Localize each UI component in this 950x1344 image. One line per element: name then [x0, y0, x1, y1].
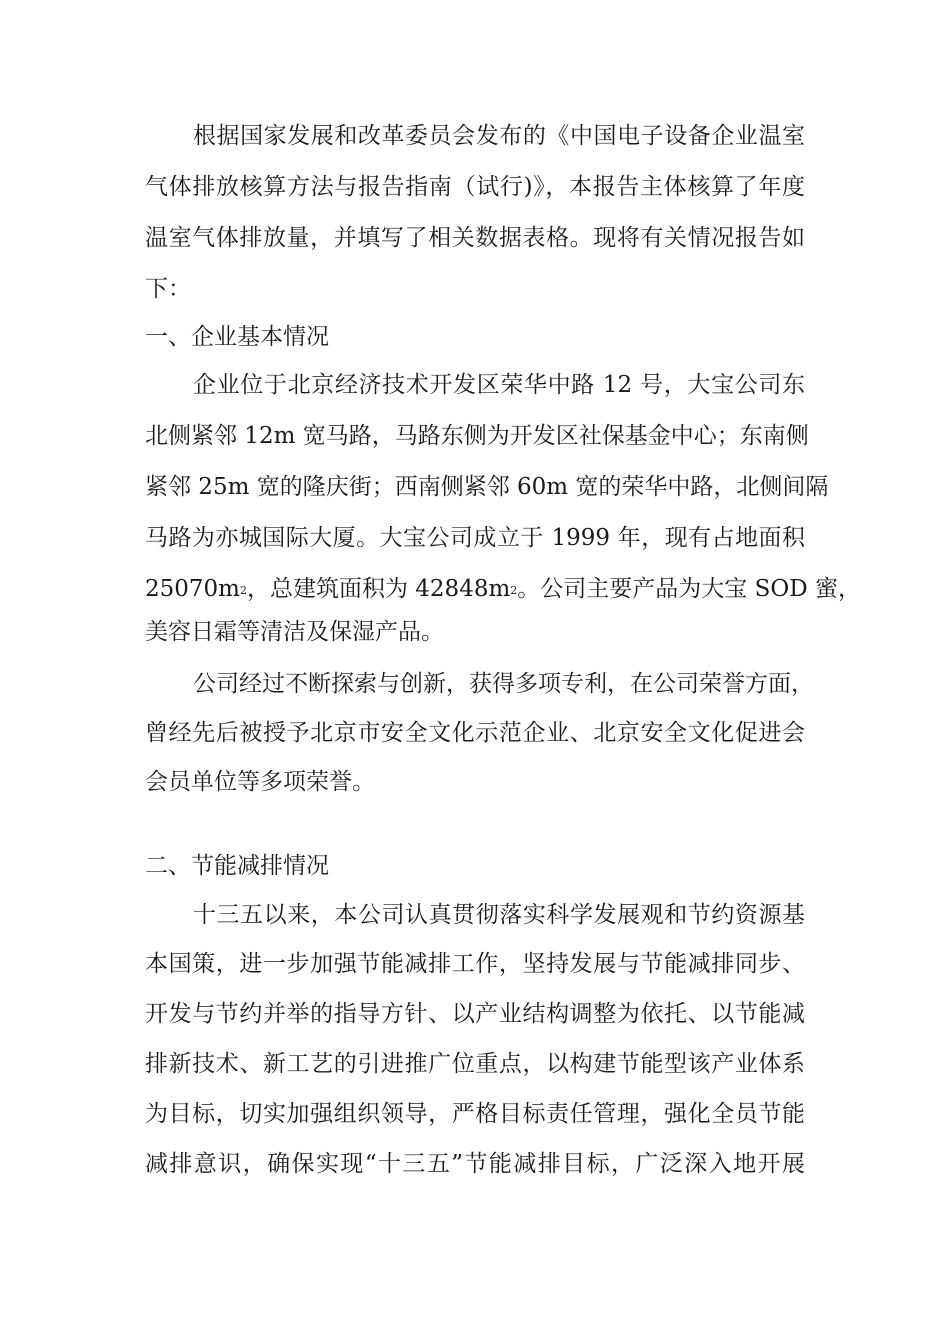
- superscript-2: 2: [239, 584, 247, 597]
- section1-para1-line-6: 美容日霜等清洁及保湿产品。: [145, 619, 444, 645]
- section2-heading: 二、节能减排情况: [145, 853, 329, 879]
- superscript-2: 2: [510, 584, 518, 597]
- area-text-c: 。公司主要产品为大宝 SOD 蜜，: [517, 576, 861, 602]
- section2-para1-line-6: 减排意识，确保实现“十三五”节能减排目标，广泛深入地开展: [145, 1151, 805, 1177]
- section1-para1-line-1: 企业位于北京经济技术开发区荣华中路 12 号，大宝公司东: [193, 372, 805, 398]
- intro-line-2: 气体排放核算方法与报告指南（试行)》，本报告主体核算了年度: [145, 174, 805, 200]
- section1-para1-line-3: 紧邻 25m 宽的隆庆街；西南侧紧邻 60m 宽的荣华中路，北侧间隔: [145, 474, 829, 500]
- area-text-b: ，总建筑面积为 42848m: [246, 576, 511, 602]
- section2-para1-line-2: 本国策，进一步加强节能减排工作，坚持发展与节能减排同步、: [145, 951, 805, 977]
- section2-para1-line-4: 排新技术、新工艺的引进推广位重点，以构建节能型该产业体系: [145, 1051, 805, 1077]
- intro-line-1: 根据国家发展和改革委员会发布的《中国电子设备企业温室: [193, 123, 805, 149]
- section1-para2-line-1: 公司经过不断探索与创新，获得多项专利，在公司荣誉方面，: [193, 671, 814, 697]
- section1-para2-line-2: 曾经先后被授予北京市安全文化示范企业、北京安全文化促进会: [145, 720, 805, 746]
- intro-line-4: 下：: [145, 276, 191, 302]
- section2-para1-line-5: 为目标，切实加强组织领导，严格目标责任管理，强化全员节能: [145, 1101, 805, 1127]
- section1-para2-line-3: 会员单位等多项荣誉。: [145, 769, 375, 795]
- area-text-a: 25070m: [145, 576, 240, 602]
- section1-para1-line-4: 马路为亦城国际大厦。大宝公司成立于 1999 年，现有占地面积: [145, 525, 805, 551]
- section1-heading: 一、企业基本情况: [145, 324, 329, 350]
- intro-line-3: 温室气体排放量，并填写了相关数据表格。现将有关情况报告如: [145, 225, 805, 251]
- section2-para1-line-1: 十三五以来，本公司认真贯彻落实科学发展观和节约资源基: [193, 902, 805, 928]
- section1-para1-line-2: 北侧紧邻 12m 宽马路，马路东侧为开发区社保基金中心；东南侧: [145, 423, 809, 449]
- section2-para1-line-3: 开发与节约并举的指导方针、以产业结构调整为依托、以节能减: [145, 1001, 805, 1027]
